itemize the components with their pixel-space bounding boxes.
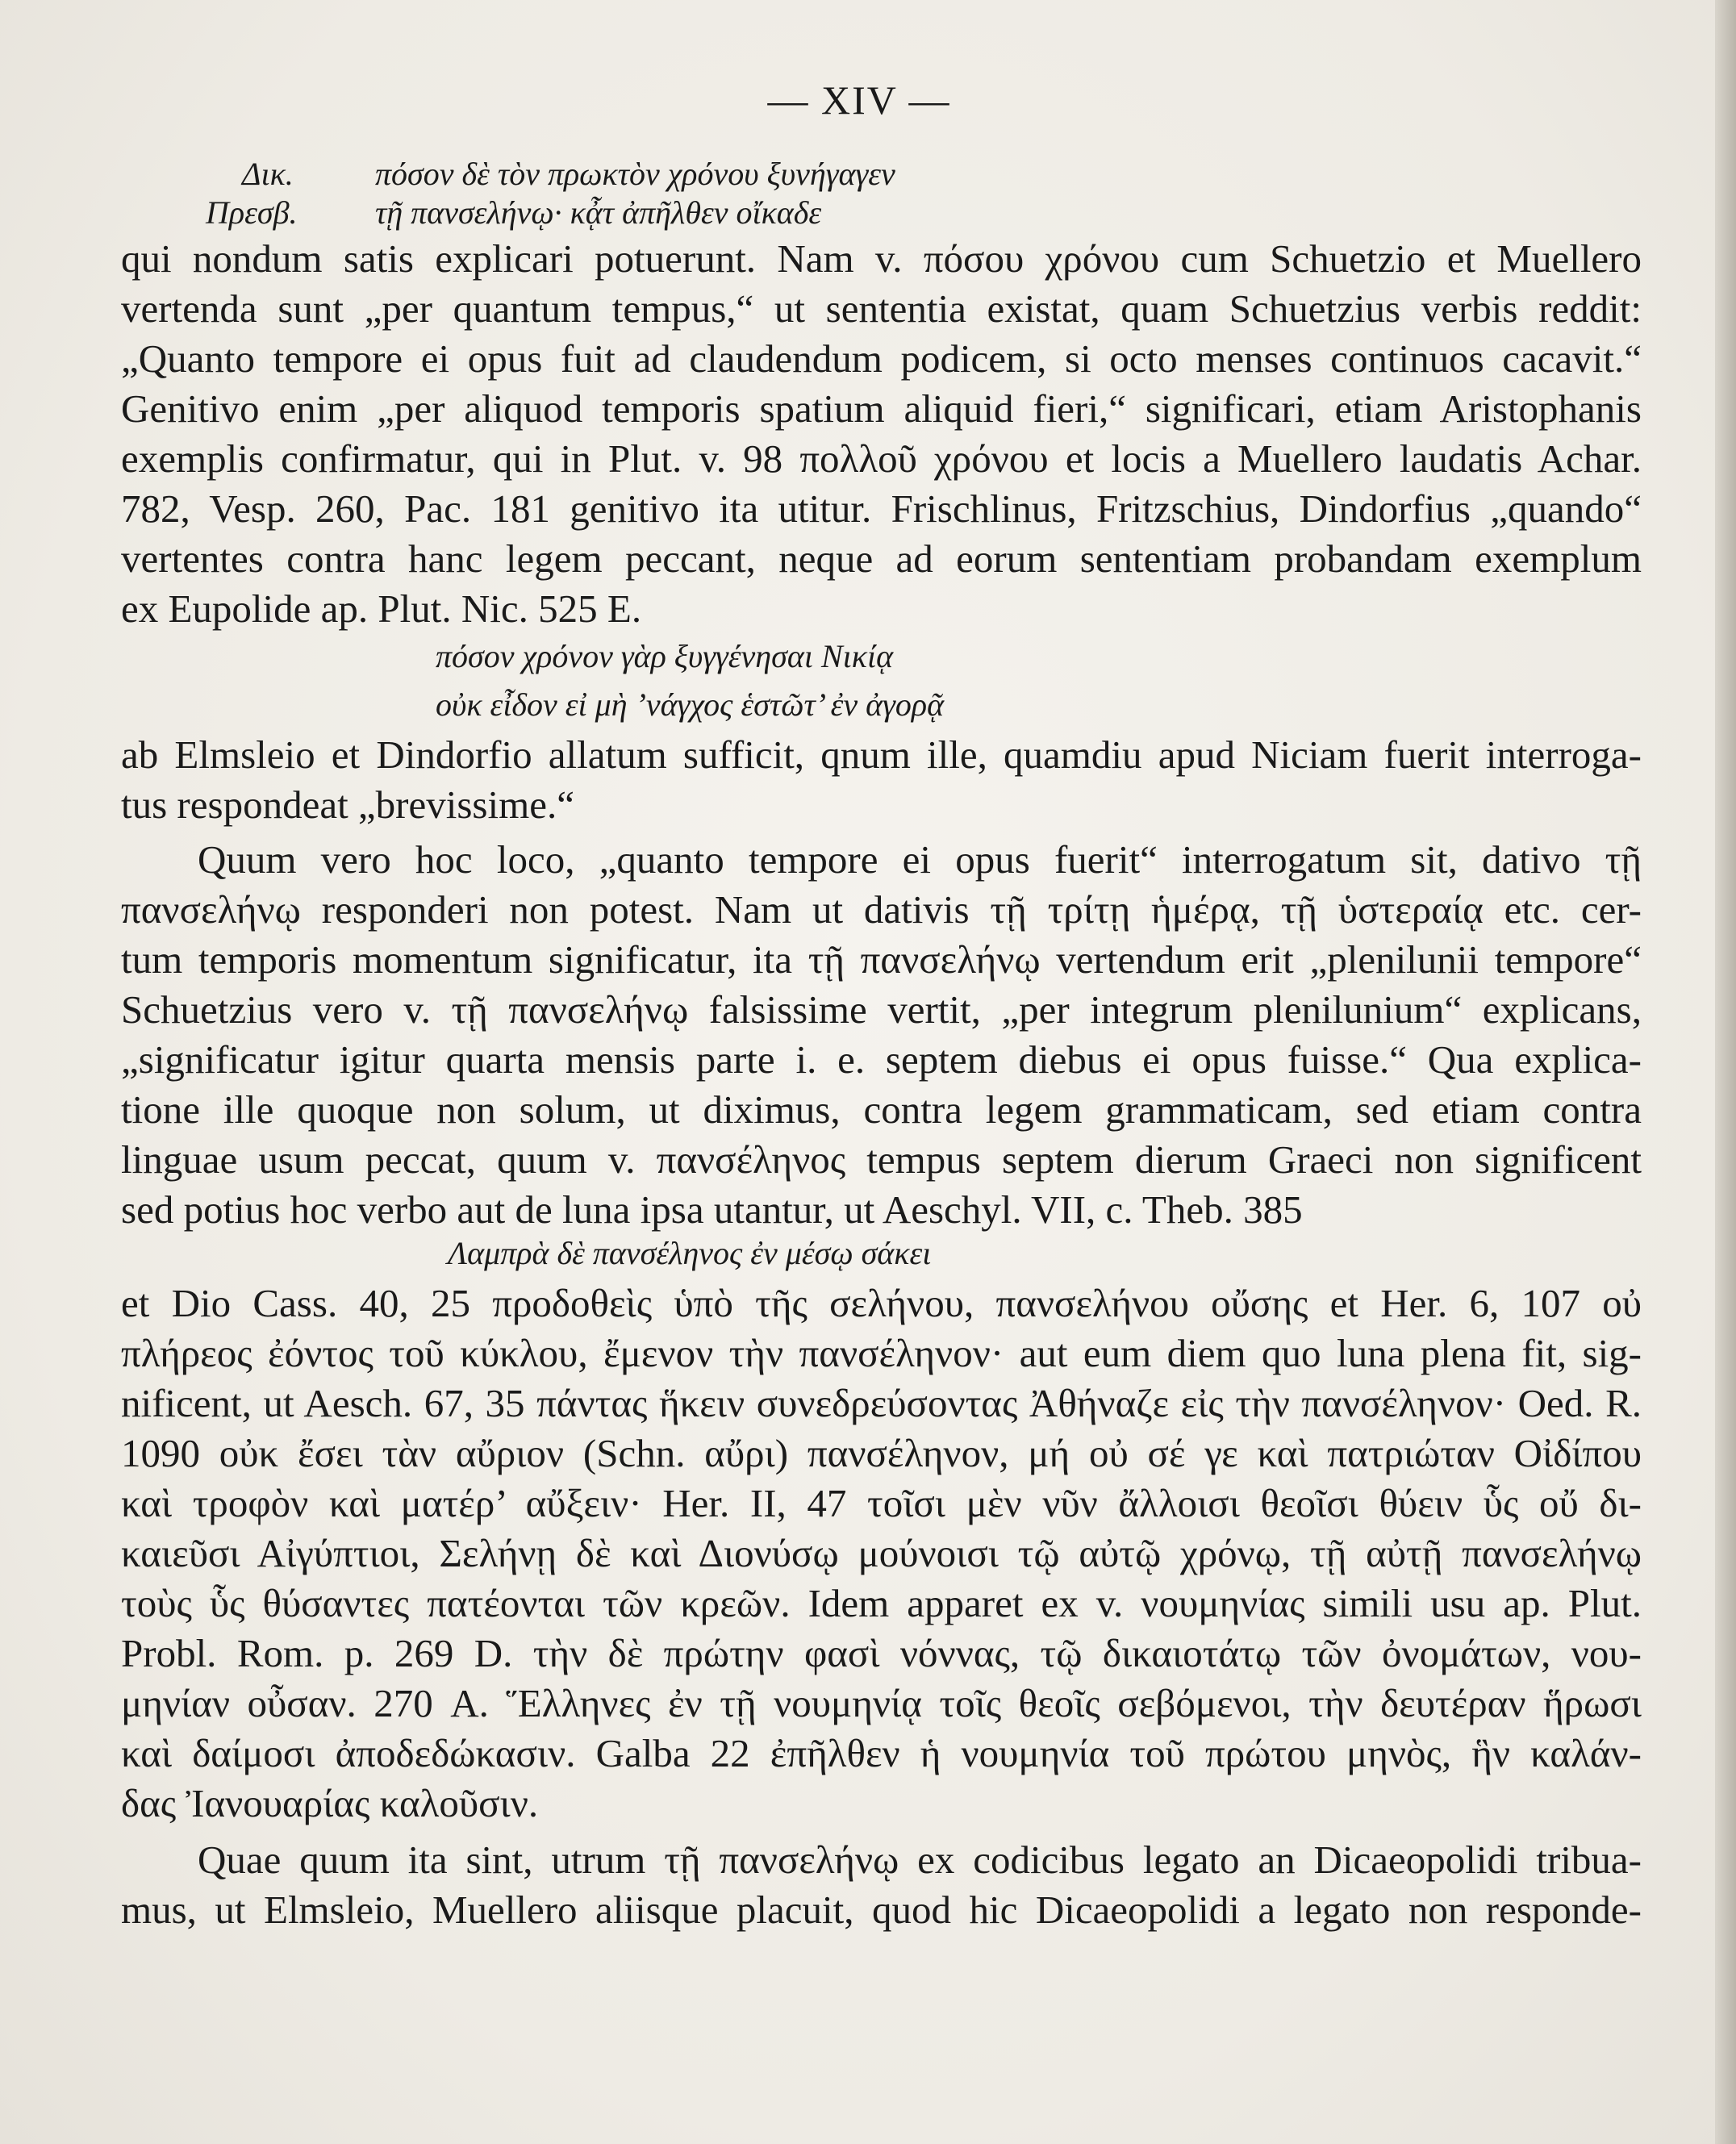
text-line: linguae usum peccat, quum v. πανσέληνος tempus septem dierum Graeci non significent — [121, 1137, 1642, 1182]
text-line: tum temporis momentum significatur, ita τῇ πανσελήνῳ vertendum erit „plenilunii tempore“ — [121, 937, 1642, 982]
text-line: Quae quum ita sint, utrum τῇ πανσελήνῳ ex codicibus legato an Dicaeopolidi tribua- — [198, 1837, 1642, 1882]
text-line: μηνίαν οὖσαν. 270 A. Ἕλληνες ἐν τῇ νουμηνίᾳ τοῖς θεοῖς σεβόμενοι, τὴν δευτέραν ἥρωσι — [121, 1681, 1642, 1725]
text-line: Genitivo enim „per aliquod temporis spatium aliquid fieri,“ significari, etiam Aristophanis — [121, 386, 1642, 431]
verse-line-1 — [242, 155, 895, 193]
text-line: Schuetzius vero v. τῇ πανσελήνῳ falsissime vertit, „per integrum plenilunium“ explicans, — [121, 987, 1642, 1032]
speaker-label: Δικ. — [242, 156, 294, 192]
verse-line-2 — [206, 194, 821, 232]
text-line: ab Elmsleio et Dindorfio allatum sufficit, qnum ille, quamdiu apud Niciam fuerit interroga- — [121, 732, 1642, 777]
paragraph-3 — [121, 835, 1642, 1235]
text-line: ex Eupolide ap. Plut. Nic. 525 E. — [121, 586, 642, 631]
text-line: 782, Vesp. 260, Pac. 181 genitivo ita utitur. Frischlinus, Fritzschius, Dindorfius „quando“ — [121, 486, 1642, 531]
paragraph-1 — [121, 234, 1642, 634]
quote-line-3: Λαμπρὰ δὲ πανσέληνος ἐν μέσῳ σάκει — [448, 1235, 932, 1271]
text-line: καὶ τροφὸν καὶ ματέρ’ αὔξειν· Her. II, 47 τοῖσι μὲν νῦν ἄλλοισι θεοῖσι θύειν ὗς οὔ δι- — [121, 1481, 1642, 1525]
page-number-header: — XIV — — [767, 77, 951, 123]
text-line: 1090 οὐκ ἔσει τὰν αὔριον (Schn. αὔρι) πανσέληνον, μή οὐ σέ γε καὶ πατριώταν Οἰδίπου — [121, 1431, 1642, 1475]
text-line: et Dio Cass. 40, 25 προδοθεὶς ὑπὸ τῆς σελήνου, πανσελήνου οὔσης et Her. 6, 107 οὐ — [121, 1281, 1642, 1325]
speaker-label: Πρεσβ. — [206, 194, 298, 231]
text-line: exemplis confirmatur, qui in Plut. v. 98 πολλοῦ χρόνου et locis a Muellero laudatis Achar. — [121, 436, 1642, 481]
paragraph-4 — [121, 1278, 1642, 1829]
text-line: mus, ut Elmsleio, Muellero aliisque placuit, quod hic Dicaeopolidi a legato non responde- — [121, 1887, 1642, 1932]
quote-line-2: οὐκ εἶδον εἰ μὴ ’νάγχος ἑστῶτ’ ἐν ἀγορᾷ — [436, 686, 945, 723]
text-line: Quum vero hoc loco, „quanto tempore ei opus fuerit“ interrogatum sit, dativo τῇ — [198, 837, 1642, 882]
page-edge-shadow — [1715, 0, 1736, 2144]
text-line: tus respondeat „brevissime.“ — [121, 782, 574, 827]
text-line: nificent, ut Aesch. 67, 35 πάντας ἥκειν συνεδρεύσοντας Ἀθήναζε εἰς τὴν πανσέληνον· Oed. R. — [121, 1381, 1642, 1425]
text-line: tione ille quoque non solum, ut diximus, contra legem grammaticam, sed etiam contra — [121, 1087, 1642, 1132]
text-line: καιεῦσι Αἰγύπτιοι, Σελήνῃ δὲ καὶ Διονύσῳ μούνοισι τῷ αὐτῷ χρόνῳ, τῇ αὐτῇ πανσελήνῳ — [121, 1531, 1642, 1575]
text-line: καὶ δαίμοσι ἀποδεδώκασιν. Galba 22 ἐπῆλθεν ἡ νουμηνία τοῦ πρώτου μηνὸς, ἣν καλάν- — [121, 1731, 1642, 1775]
paragraph-5 — [121, 1835, 1642, 1935]
text-line: sed potius hoc verbo aut de luna ipsa utantur, ut Aeschyl. VII, c. Theb. 385 — [121, 1187, 1303, 1232]
text-line: Probl. Rom. p. 269 D. τὴν δὲ πρώτην φασὶ νόννας, τῷ δικαιοτάτῳ τῶν ὀνομάτων, νου- — [121, 1631, 1642, 1675]
paragraph-2 — [121, 730, 1642, 830]
quote-line-1: πόσον χρόνον γὰρ ξυγγένησαι Νικίᾳ — [436, 638, 894, 674]
text-line: qui nondum satis explicari potuerunt. Nam v. πόσου χρόνου cum Schuetzio et Muellero — [121, 236, 1642, 281]
text-line: „Quanto tempore ei opus fuit ad claudendum podicem, si octo menses continuos cacavit.“ — [121, 336, 1642, 381]
text-line: vertenda sunt „per quantum tempus,“ ut sententia existat, quam Schuetzius verbis reddit: — [121, 286, 1642, 331]
text-line: δας Ἰανουαρίας καλοῦσιν. — [121, 1781, 539, 1825]
text-line: πλήρεος ἐόντος τοῦ κύκλου, ἔμενον τὴν πανσέληνον· aut eum diem quo luna plena fit, sig- — [121, 1331, 1642, 1375]
text-line: „significatur igitur quarta mensis parte i. e. septem diebus ei opus fuisse.“ Qua explica- — [121, 1037, 1642, 1082]
verse-text: τῇ πανσελήνῳ· κᾆτ ἀπῆλθεν οἴκαδε — [375, 194, 822, 231]
text-line: πανσελήνῳ responderi non potest. Nam ut dativis τῇ τρίτῃ ἡμέρᾳ, τῇ ὑστεραίᾳ etc. cer- — [121, 887, 1642, 932]
verse-text: πόσον δὲ τὸν πρωκτὸν χρόνου ξυνήγαγεν — [375, 156, 895, 192]
text-line: τοὺς ὗς θύσαντες πατέονται τῶν κρεῶν. Idem apparet ex v. νουμηνίας simili usu ap. Plut. — [121, 1581, 1642, 1625]
text-line: vertentes contra hanc legem peccant, neque ad eorum sententiam probandam exemplum — [121, 536, 1642, 581]
